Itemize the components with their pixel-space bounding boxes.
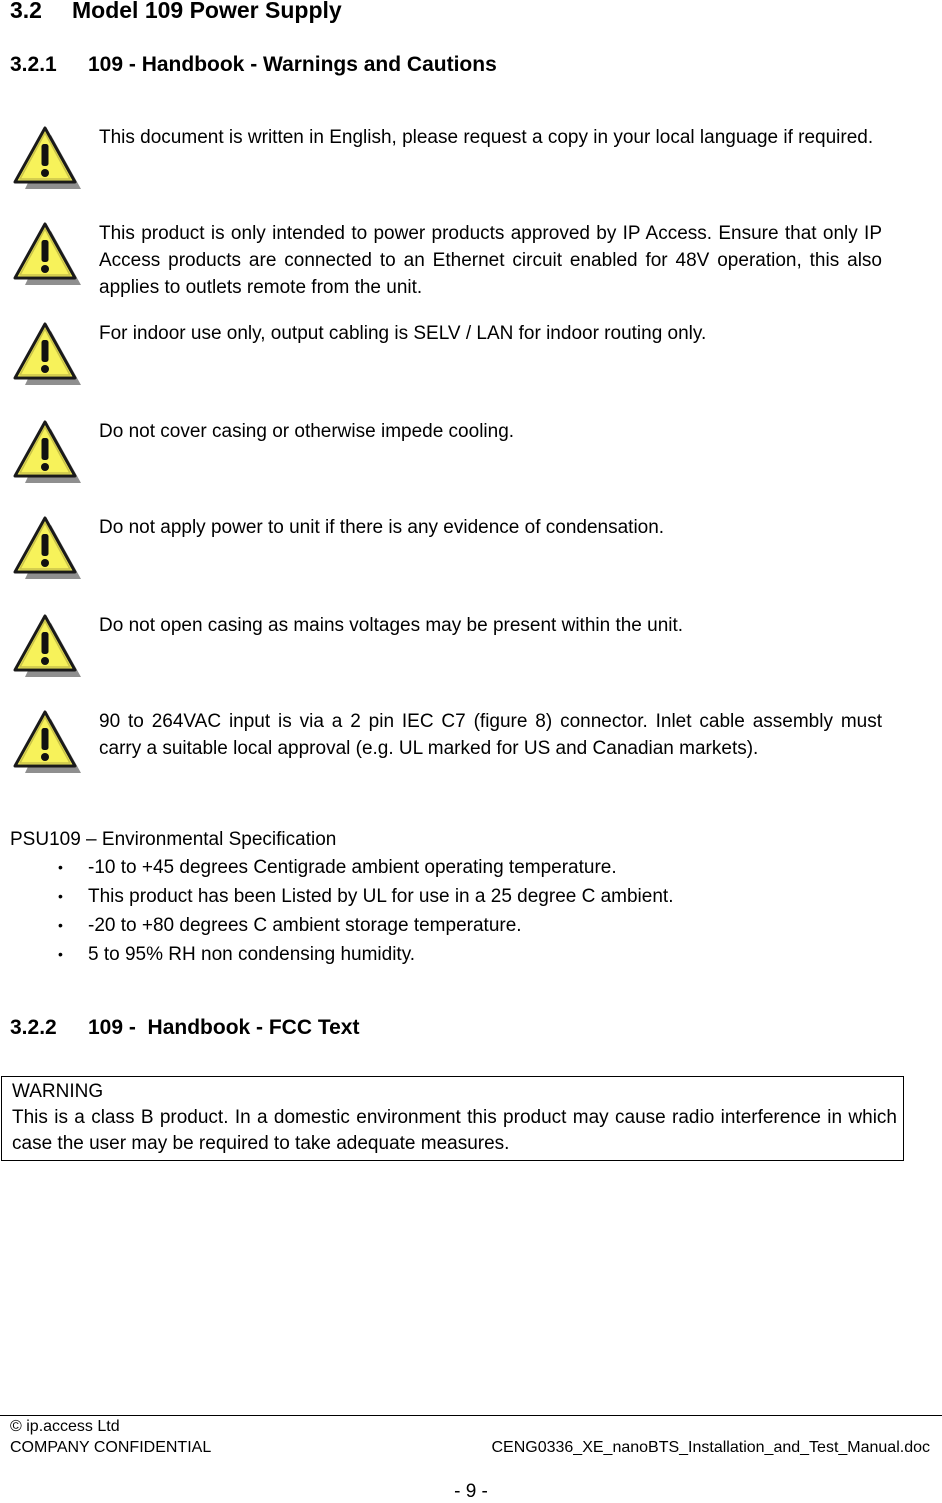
page-number: - 9 - bbox=[454, 1481, 488, 1502]
subsection-heading-fcc bbox=[10, 1016, 359, 1040]
subsection-title: 109 - Handbook - Warnings and Cautions bbox=[88, 53, 497, 76]
fcc-warning-body: This is a class B product. In a domestic environment this product may cause radio interference in which case the user may be required to take adequate measures. bbox=[12, 1107, 897, 1154]
fcc-warning-box bbox=[1, 1076, 904, 1161]
warning-item bbox=[10, 514, 882, 594]
subsection-number: 3.2.2 bbox=[10, 1016, 57, 1039]
warning-item bbox=[10, 124, 882, 204]
warning-triangle-icon bbox=[12, 708, 82, 776]
subsection-title: 109 - Handbook - FCC Text bbox=[88, 1016, 360, 1039]
warning-text: This document is written in English, please request a copy in your local language if required. bbox=[99, 127, 874, 148]
list-item: • 5 to 95% RH non condensing humidity. bbox=[60, 940, 673, 969]
warning-triangle-icon bbox=[12, 124, 82, 192]
environment-spec-title: PSU109 – Environmental Specification bbox=[10, 829, 337, 850]
section-title: Model 109 Power Supply bbox=[72, 0, 342, 23]
warning-item bbox=[10, 220, 882, 300]
footer-copyright: © ip.access Ltd bbox=[10, 1418, 120, 1435]
section-heading bbox=[10, 0, 342, 24]
warning-text: 90 to 264VAC input is via a 2 pin IEC C7 (figure 8) connector. Inlet cable assembly must carry a suitable local approval (e.g. UL marked for US and Canadian markets). bbox=[99, 711, 882, 759]
warning-text: Do not open casing as mains voltages may be present within the unit. bbox=[99, 615, 684, 636]
warning-triangle-icon bbox=[12, 514, 82, 582]
section-number: 3.2 bbox=[10, 0, 42, 23]
warning-text: Do not cover casing or otherwise impede cooling. bbox=[99, 421, 515, 442]
warning-text: For indoor use only, output cabling is SELV / LAN for indoor routing only. bbox=[99, 323, 707, 344]
warning-text: This product is only intended to power products approved by IP Access. Ensure that only IP Access products are connected to an Ethernet circuit enabled for 48V operation, this also applies to outlets remote from the unit. bbox=[99, 223, 882, 298]
warning-item bbox=[10, 320, 882, 400]
subsection-number: 3.2.1 bbox=[10, 53, 57, 76]
environment-spec-list bbox=[60, 853, 673, 969]
warning-triangle-icon bbox=[12, 418, 82, 486]
warning-item bbox=[10, 708, 882, 788]
footer-divider bbox=[0, 1415, 942, 1416]
list-item: • This product has been Listed by UL for use in a 25 degree C ambient. bbox=[60, 882, 673, 911]
list-item: • -20 to +80 degrees C ambient storage temperature. bbox=[60, 911, 673, 940]
subsection-heading-warnings bbox=[10, 53, 497, 77]
fcc-warning-heading: WARNING bbox=[12, 1081, 104, 1102]
warning-triangle-icon bbox=[12, 220, 82, 288]
warning-triangle-icon bbox=[12, 612, 82, 680]
list-item: • -10 to +45 degrees Centigrade ambient operating temperature. bbox=[60, 853, 673, 882]
footer-filename: CENG0336_XE_nanoBTS_Installation_and_Test_Manual.doc bbox=[491, 1439, 930, 1456]
warning-text: Do not apply power to unit if there is any evidence of condensation. bbox=[99, 517, 665, 538]
footer-confidential: COMPANY CONFIDENTIAL bbox=[10, 1439, 212, 1456]
warning-triangle-icon bbox=[12, 320, 82, 388]
warning-item bbox=[10, 612, 882, 692]
warning-item bbox=[10, 418, 882, 498]
